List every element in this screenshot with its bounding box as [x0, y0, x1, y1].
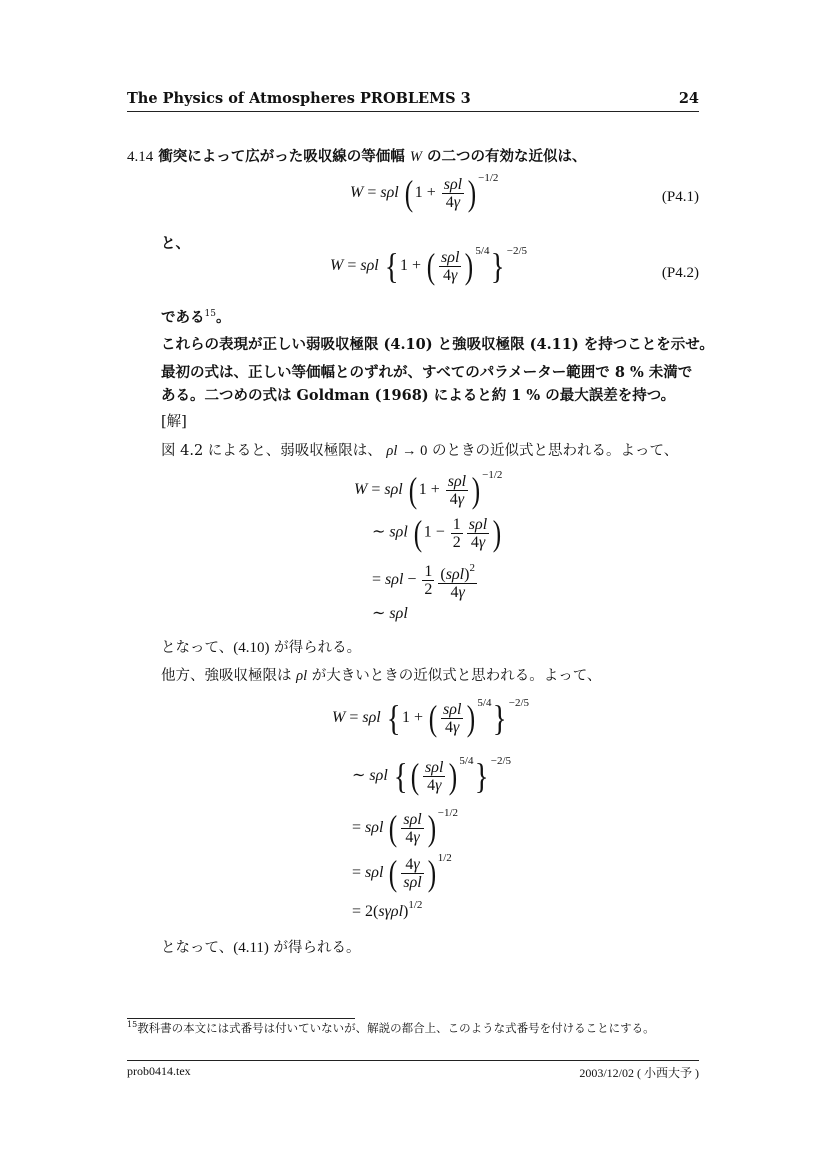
weak-derivation-line-4: ∼ sρl — [372, 605, 408, 622]
problem-intro: 4.14 衝突によって広がった吸収線の等価幅 W の二つの有効な近似は、 — [127, 148, 587, 165]
equation-p4-1: W = sρl ( 1 + $\frac{\text{sρl}}{4\gamma}$ ) $^{-1/2}$ — [350, 172, 499, 214]
strong-derivation-line-3: = sρl ( $\frac{\text{sρl}}{4\gamma}$ ) $^{-1/2}$ — [352, 807, 459, 849]
footnote — [127, 1020, 655, 1036]
footnote-text: 教科書の本文には式番号は付いていないが、解説の都合上、このような式番号を付けることにする。 — [137, 1021, 655, 1035]
running-header — [127, 90, 699, 110]
desu-text: である$^{15}$。 — [161, 309, 231, 326]
header-title: The Physics of Atmospheres PROBLEMS 3 — [127, 90, 471, 107]
weak-derivation-line-1: W = sρl ( 1 + $\frac{\text{sρl}}{4\gamma}$ ) $^{-1/2}$ — [354, 469, 503, 511]
task-line-1: これらの表現が正しい弱吸収極限 (4.10) と強吸収極限 (4.11) を持つことを示せ。 — [161, 336, 714, 353]
footnote-rule — [127, 1018, 355, 1019]
equation-label-p4-1: (P4.1) — [661, 189, 699, 205]
strong-derivation-line-5: = $2(s\gamma\rho l)^{1/2}$ — [352, 899, 423, 920]
footer-filename: prob0414.tex — [127, 1064, 191, 1078]
solution-label: [解] — [161, 414, 187, 430]
problem-number: 4.14 — [127, 149, 154, 165]
weak-limit-intro: 図 4.2 によると、弱吸収極限は、 ρl → 0 のときの近似式と思われる。よって、 — [161, 443, 679, 459]
strong-derivation-line-1: W = sρl { 1 + ( $\frac{\text{sρl}}{4\gamma}$ ) $^{5/4}$} $^{-2/5}$ — [332, 697, 529, 739]
task-line-2: 最初の式は、正しい等価幅とのずれが、すべてのパラメーター範囲で 8 % 未満で — [161, 364, 693, 381]
footnote-ref: 15 — [204, 309, 216, 320]
footer-date-author: 2003/12/02 ( 小西大予 ) — [579, 1066, 699, 1080]
task-line-3: ある。二つめの式は Goldman (1968) によると約 1 % の最大誤差を持つ。 — [161, 387, 676, 404]
page-number: 24 — [678, 90, 699, 107]
and-text: と、 — [161, 235, 190, 252]
strong-derivation-line-4: = sρl ( $\frac{4\gamma}{\text{sρl}}$ ) $^{1/2}$ — [352, 852, 452, 894]
strong-derivation-line-2: ∼ sρl {( $\frac{\text{sρl}}{4\gamma}$ ) $^{5/4}$} $^{-2/5}$ — [352, 755, 512, 797]
footnote-mark: 15 — [127, 1020, 138, 1030]
strong-result: となって、(4.11) が得られる。 — [161, 940, 361, 956]
header-rule — [127, 111, 699, 112]
strong-limit-intro: 他方、強吸収極限は ρl が大きいときの近似式と思われる。よって、 — [161, 668, 602, 684]
weak-result: となって、(4.10) が得られる。 — [161, 640, 362, 656]
equation-p4-2: W = sρl { 1 + ( $\frac{\text{sρl}}{4\gamma}$ ) $^{5/4}$} $^{-2/5}$ — [330, 245, 527, 287]
weak-derivation-line-3: = sρl − $\frac{1}{2}$ $\frac{(s\rho l)^2}{4\gamma}$ — [372, 562, 475, 601]
equation-label-p4-2: (P4.2) — [661, 265, 699, 281]
weak-derivation-line-2: ∼ sρl ( 1 − $\frac{1}{2}$ $\frac{\text{sρl}}{4\gamma}$ ) — [372, 513, 502, 553]
footer-rule — [127, 1060, 699, 1061]
